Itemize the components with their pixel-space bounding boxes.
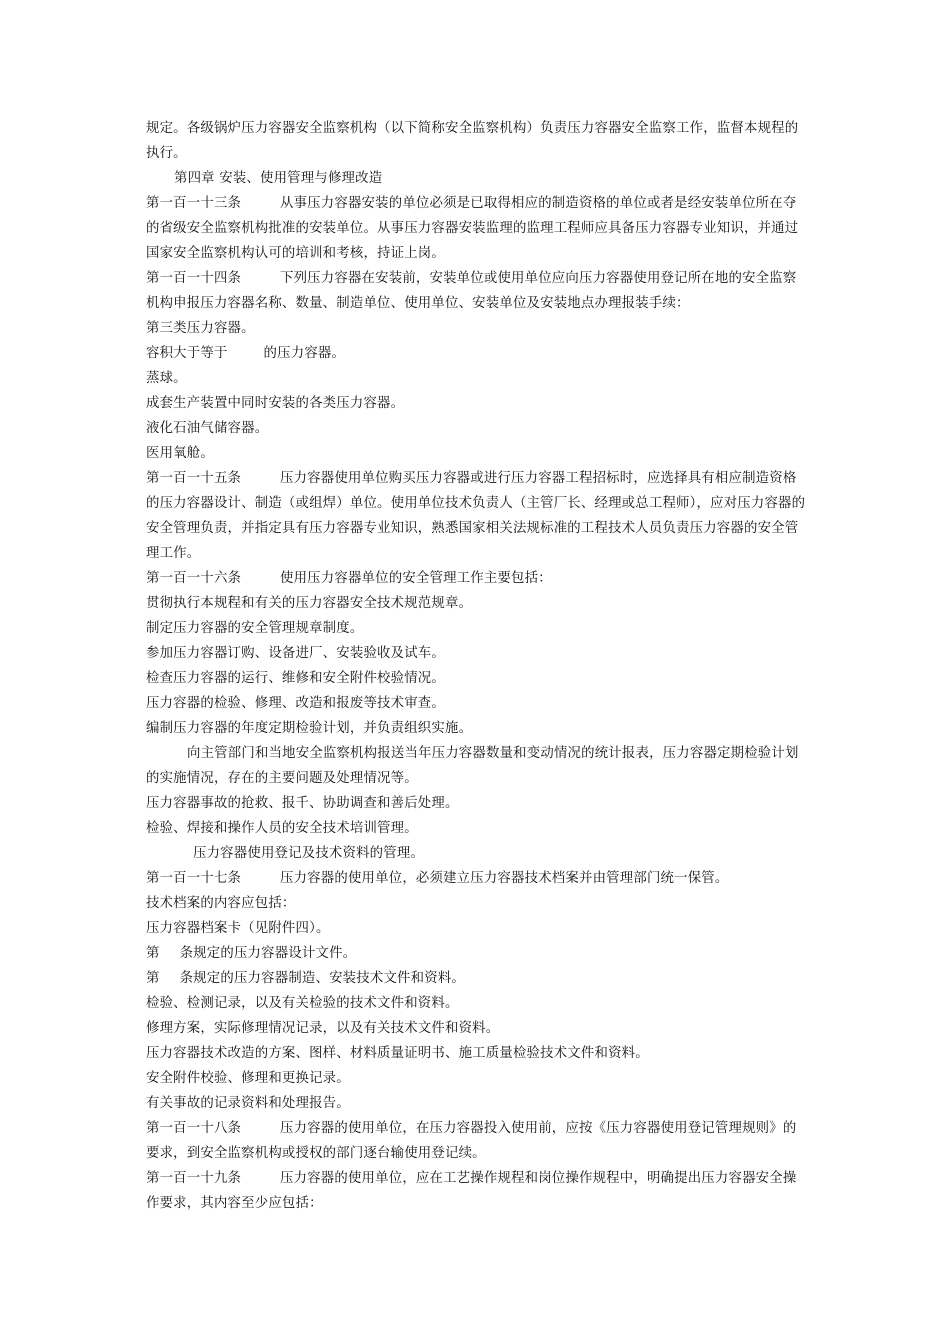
article-115 [146,466,810,566]
list-item: 检验、焊接和操作人员的安全技术培训管理。 [146,821,418,836]
list-item [146,341,810,366]
article-number: 第一百一十五条 [146,471,242,486]
list-item: 编制压力容器的年度定期检验计划，并负责组织实施。 [146,721,473,736]
list-item: 检验、检测记录，以及有关检验的技术文件和资料。 [146,996,459,1011]
list-item [146,966,810,991]
list-item: 检查压力容器的运行、维修和安全附件校验情况。 [146,671,445,686]
article-text: 下列压力容器在安装前，安装单位或使用单位应向压力容器使用登记所在地的安全监察机构申报压力容器名称、数量、制造单位、使用单位、安装单位及安装地点办理报装手续： [146,271,797,311]
list-item: 第三类压力容器。 [146,321,255,336]
list-item: 向主管部门和当地安全监察机构报送当年压力容器数量和变动情况的统计报表，压力容器定期检验计划的实施情况，存在的主要问题及处理情况等。 [146,746,799,786]
article-116 [146,566,810,591]
article-text: 压力容器的使用单位，在压力容器投入使用前，应按《压力容器使用登记管理规则》的要求，到安全监察机构或授权的部门逐台输使用登记续。 [146,1121,797,1161]
article-number: 第一百一十九条 [146,1171,242,1186]
article-113 [146,191,810,266]
list-item: 压力容器的检验、修理、改造和报废等技术审查。 [146,696,445,711]
list-item-text: 容积大于等于 [146,346,228,361]
article-119 [146,1166,810,1216]
article-number: 第一百一十七条 [146,871,242,886]
chapter-heading: 第四章 安装、使用管理与修理改造 [174,171,383,186]
list-item: 成套生产装置中同时安装的各类压力容器。 [146,396,405,411]
article-text: 使用压力容器单位的安全管理工作主要包括： [280,571,552,586]
list-item-text: 第 [146,946,160,961]
article-114 [146,266,810,316]
list-item: 压力容器使用登记及技术资料的管理。 [193,846,425,861]
list-item: 安全附件校验、修理和更换记录。 [146,1071,350,1086]
list-item-text: 第 [146,971,160,986]
list-item: 蒸球。 [146,371,187,386]
list-item: 压力容器档案卡（见附件四）。 [146,921,330,936]
list-item: 压力容器事故的抢救、报千、协助调查和善后处理。 [146,796,459,811]
list-item-text: 条规定的压力容器制造、安装技术文件和资料。 [179,971,465,986]
article-number: 第一百一十八条 [146,1121,242,1136]
list-item [146,941,810,966]
list-item-text: 条规定的压力容器设计文件。 [179,946,357,961]
list-item: 修理方案，实际修理情况记录，以及有关技术文件和资料。 [146,1021,500,1036]
list-item-text: 的压力容器。 [263,346,346,361]
article-118 [146,1116,810,1166]
list-item: 医用氧舱。 [146,446,214,461]
article-number: 第一百一十六条 [146,571,242,586]
article-text: 压力容器的使用单位，应在工艺操作规程和岗位操作规程中，明确提出压力容器安全操作要求，其内容至少应包括： [146,1171,797,1211]
intro-paragraph: 规定。各级锅炉压力容器安全监察机构（以下简称安全监察机构）负责压力容器安全监察工作，监督本规程的执行。 [146,121,799,161]
list-item: 参加压力容器订购、设备进厂、安装验收及试车。 [146,646,445,661]
sub-heading: 技术档案的内容应包括： [146,896,296,911]
article-117 [146,866,810,891]
list-item: 制定压力容器的安全管理规章制度。 [146,621,364,636]
article-text: 压力容器的使用单位，必须建立压力容器技术档案并由管理部门统一保管。 [280,871,729,886]
article-text: 从事压力容器安装的单位必须是已取得相应的制造资格的单位或者是经安装单位所在夺的省级安全监察机构批准的安装单位。从事压力容器安装监理的监理工程师应具备压力容器专业知识，并通过国家安全监察机构认可的培训和考核，持证上岗。 [146,196,799,261]
article-number: 第一百一十四条 [146,271,242,286]
list-item: 压力容器技术改造的方案、图样、材料质量证明书、施工质量检验技术文件和资料。 [146,1046,649,1061]
list-item: 有关事故的记录资料和处理报告。 [146,1096,350,1111]
list-item: 贯彻执行本规程和有关的压力容器安全技术规范规章。 [146,596,473,611]
document-body [146,116,810,1216]
list-item: 液化石油气储容器。 [146,421,269,436]
article-number: 第一百一十三条 [146,196,242,211]
article-text: 压力容器使用单位购买压力容器或进行压力容器工程招标时，应选择具有相应制造资格的压力容器设计、制造（或组焊）单位。使用单位技术负责人（主管厂长、经理或总工程师），应对压力容器的安全管理负责，并指定具有压力容器专业知识，熟悉国家相关法规标准的工程技术人员负责压力容器的安全管理工作。 [146,471,806,561]
